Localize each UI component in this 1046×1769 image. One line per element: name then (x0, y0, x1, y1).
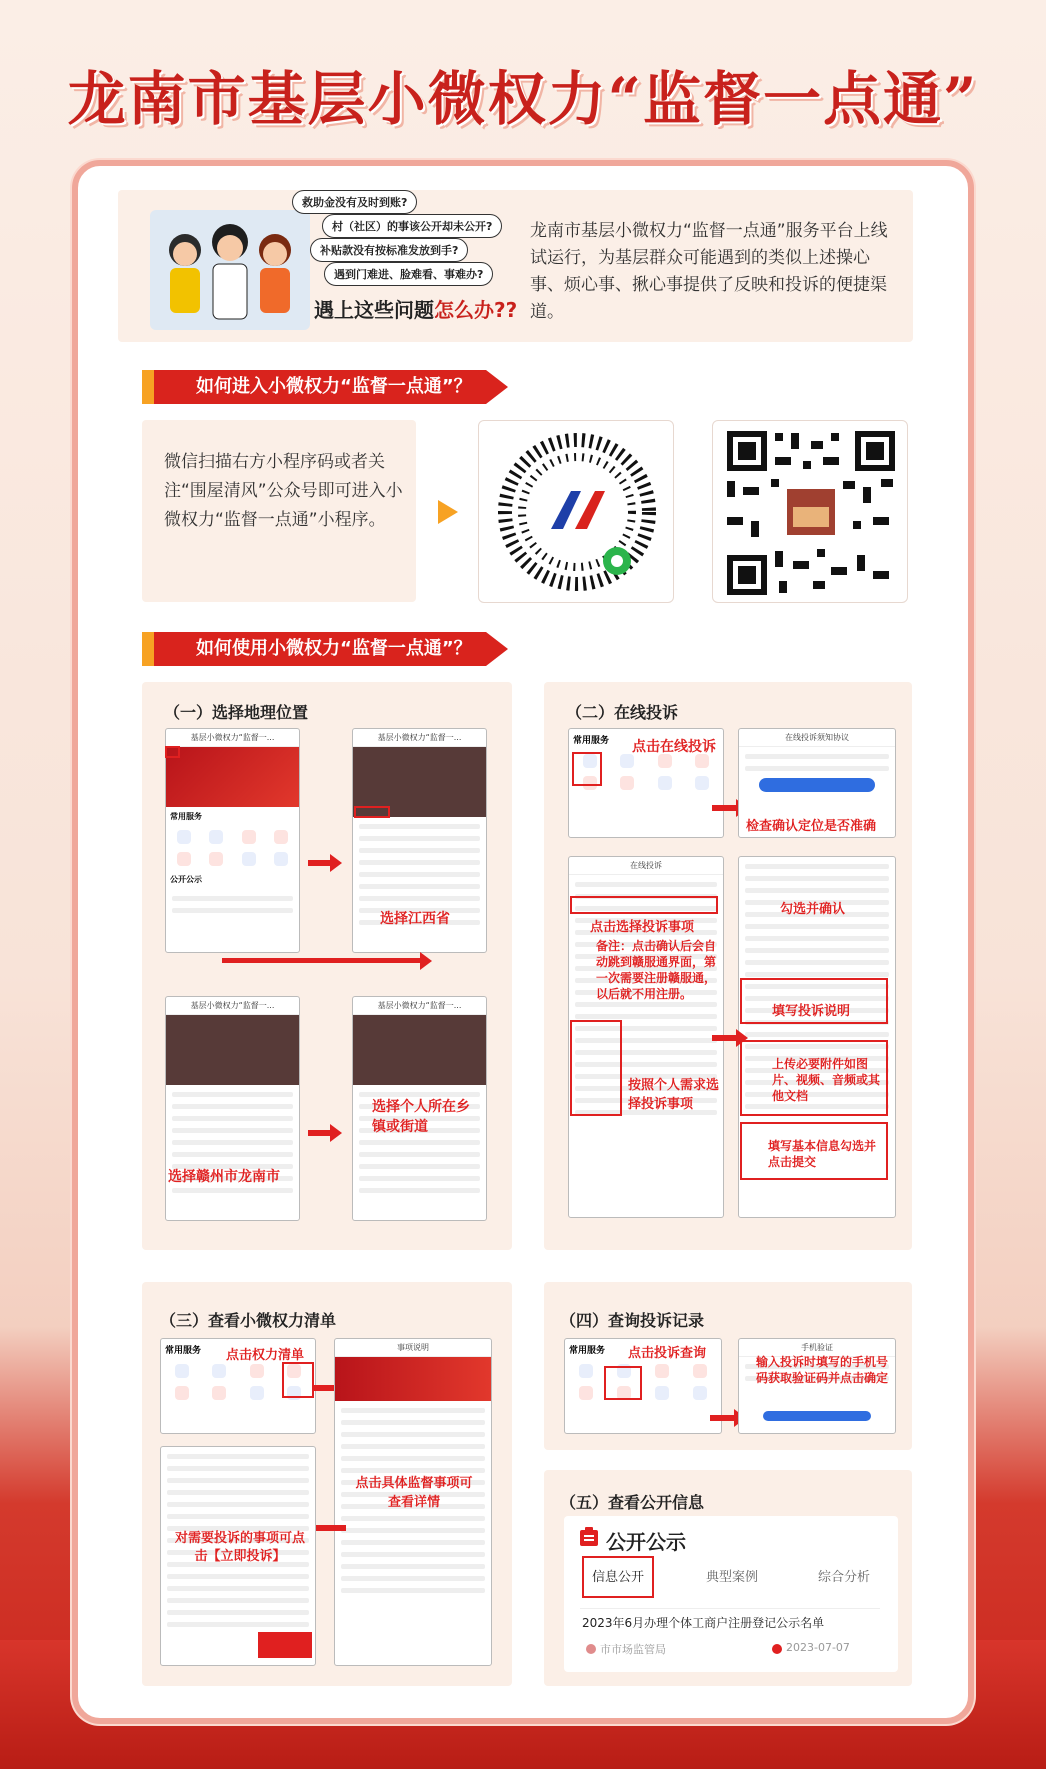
phone-title: 基层小微权力“监督一... (166, 729, 299, 747)
step2-label-describe: 填写投诉说明 (772, 1004, 851, 1019)
flow-arrow (712, 805, 738, 811)
flow-arrow (710, 1415, 736, 1421)
phone-title: 常用服务 (569, 1346, 606, 1356)
tab-info-public[interactable]: 信息公开 (592, 1570, 645, 1585)
bubble-1: 救助金没有及时到账? (292, 190, 417, 214)
step2-label-online: 点击在线投诉 (632, 739, 716, 755)
step3-label-detail: 点击具体监督事项可查看详情 (355, 1476, 473, 1510)
divider (580, 1608, 880, 1609)
step3-label-list: 点击权力清单 (226, 1348, 305, 1363)
mini-program-code-card (478, 420, 674, 603)
cartoon-people-illustration (150, 210, 310, 330)
step3-label-complain: 对需要投诉的事项可点击【立即投诉】 (174, 1531, 305, 1564)
service-icons (166, 826, 299, 848)
step4-phone-2 (738, 1338, 896, 1434)
step2-label-select: 点击选择投诉事项 (590, 920, 695, 935)
confirm-button[interactable] (759, 778, 875, 792)
province-highlight (354, 806, 390, 818)
step2-note: 备注：点击确认后会自动跳到赣服通界面，第一次需要注册赣服通，以后就不用注册。 (596, 939, 717, 1001)
phone-title: 手机验证 (739, 1339, 895, 1357)
qr-code-icon[interactable] (713, 421, 909, 604)
step1-label-city: 选择赣州市龙南市 (168, 1169, 280, 1185)
flow-arrow (312, 1385, 336, 1391)
notice-item-date: 2023-07-07 (786, 1641, 850, 1654)
notice-icon (578, 1526, 600, 1548)
common-services-label: 常用服务 (170, 812, 202, 821)
phone-title: 基层小微权力“监督一... (353, 997, 486, 1015)
complaint-item-highlight (570, 896, 718, 914)
phone-title: 基层小微权力“监督一... (166, 997, 299, 1015)
phone-banner (166, 747, 299, 807)
flow-arrow-down (222, 958, 422, 963)
service-icons-2 (565, 1382, 721, 1404)
item-list-highlight (570, 1020, 622, 1116)
bubble-3: 补贴款没有按标准发放到手? (310, 238, 468, 262)
step4-label-verify: 输入投诉时填写的手机号码获取验证码并点击确定 (755, 1355, 888, 1385)
phone-dim (166, 1015, 299, 1085)
step1-label-province: 选择江西省 (380, 911, 450, 927)
complain-now-button[interactable] (258, 1632, 312, 1658)
flow-arrow (712, 1035, 738, 1041)
service-icons-2 (166, 848, 299, 870)
bubble-4: 遇到门难进、脸难看、事难办? (324, 262, 493, 286)
step1-phone-3 (165, 996, 300, 1221)
date-icon (772, 1644, 782, 1654)
step2-label-check: 检查确认定位是否准确 (746, 819, 877, 834)
complaint-query-highlight (604, 1366, 642, 1400)
service-icons (565, 1360, 721, 1382)
step3-title: （三）查看小微权力清单 (160, 1311, 337, 1330)
intro-text: 龙南市基层小微权力“监督一点通”服务平台上线试运行，为基层群众可能遇到的类似上述操心事、烦心事、揪心事提供了反映和投诉的便捷渠道。 (530, 221, 888, 322)
question-suffix: 怎么办?? (434, 298, 518, 322)
step2-label-submit: 填写基本信息勾选并点击提交 (768, 1139, 877, 1169)
step1-phone-1 (165, 728, 300, 953)
tab-analysis[interactable]: 综合分析 (818, 1570, 871, 1585)
qr-code-card (712, 420, 908, 603)
public-notice-label: 公开公示 (170, 875, 202, 884)
notice-item-source: 市市场监管局 (600, 1643, 666, 1656)
question-prefix: 遇上这些问题 (314, 298, 434, 322)
flow-arrow (308, 860, 332, 866)
tab-typical-cases[interactable]: 典型案例 (706, 1570, 759, 1585)
step2-title: （二）在线投诉 (566, 703, 679, 722)
notice-item-title[interactable]: 2023年6月办理个体工商户注册登记公示名单 (582, 1616, 825, 1630)
notice-title: 公开公示 (606, 1530, 686, 1554)
step1-label-town: 选择个人所在乡镇或街道 (372, 1099, 470, 1135)
page-title: 龙南市基层小微权力“监督一点通” (67, 65, 979, 133)
step2-label-agree: 勾选并确认 (780, 902, 846, 917)
step5-title: （五）查看公开信息 (560, 1493, 705, 1512)
phone-dim (353, 1015, 486, 1085)
flow-arrow (308, 1130, 332, 1136)
location-highlight (165, 746, 180, 758)
confirm-button[interactable] (763, 1411, 871, 1421)
enter-instructions: 微信扫描右方小程序码或者关注“围屋清风”公众号即可进入小微权力“监督一点通”小程序。 (164, 452, 403, 530)
step1-title: （一）选择地理位置 (164, 703, 309, 722)
online-complaint-highlight (572, 752, 602, 786)
power-list-highlight (282, 1362, 314, 1398)
phone-title: 事项说明 (335, 1339, 491, 1357)
step4-label-query: 点击投诉查询 (628, 1346, 707, 1361)
mini-program-code-icon[interactable] (479, 421, 675, 604)
phone-title: 在线投诉须知协议 (739, 729, 895, 747)
section-usage-heading: 如何使用小微权力“监督一点通”？ (142, 632, 486, 666)
bubble-2: 村（社区）的事该公开却未公开? (322, 214, 502, 238)
phone-title: 常用服务 (573, 736, 610, 746)
step4-title: （四）查询投诉记录 (560, 1311, 705, 1330)
section-enter-heading: 如何进入小微权力“监督一点通”？ (142, 370, 486, 404)
phone-title: 在线投诉 (569, 857, 723, 875)
header-banner (335, 1357, 491, 1401)
phone-title: 常用服务 (165, 1346, 202, 1356)
org-icon (586, 1644, 596, 1654)
step2-label-choose: 按照个人需求选择投诉事项 (628, 1078, 720, 1112)
what-to-do-text (314, 294, 517, 323)
phone-title: 基层小微权力“监督一... (353, 729, 486, 747)
active-tab-highlight (582, 1556, 654, 1598)
arrow-right-icon (438, 500, 458, 524)
step2-label-upload: 上传必要附件如图片、视频、音频或其他文档 (772, 1057, 881, 1103)
